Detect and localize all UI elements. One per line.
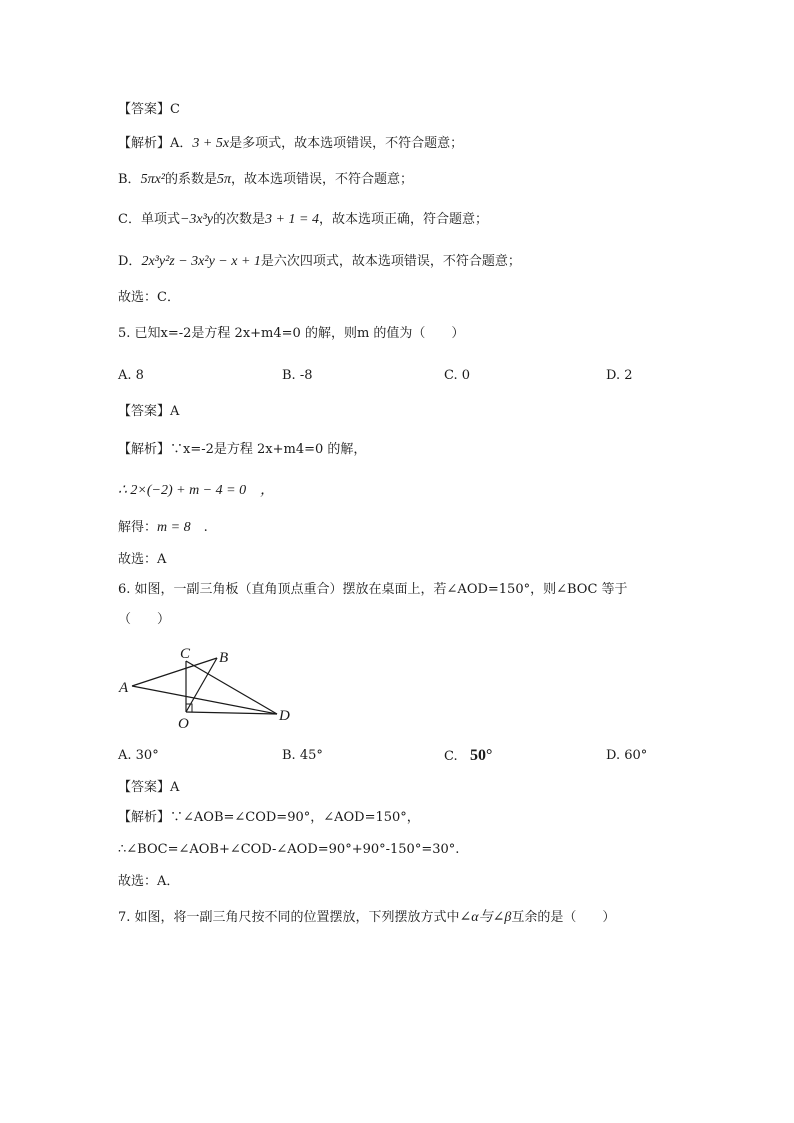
label-a: A bbox=[119, 680, 129, 696]
q6-question-line2: （ ） bbox=[118, 612, 171, 627]
q4-answer: 【答案】C bbox=[118, 102, 180, 117]
label-b: B bbox=[219, 650, 229, 666]
q7-question: 7. 如图，将一副三角尺按不同的位置摆放，下列摆放方式中∠α与∠β互余的是（ ） bbox=[118, 910, 616, 925]
segment-od bbox=[186, 712, 277, 714]
q5-explanation-1: 【解析】∵x=-2是方程 2x+m4=0 的解， bbox=[118, 442, 367, 457]
q5-option-c: C. 0 bbox=[444, 368, 471, 383]
q5-option-d: D. 2 bbox=[606, 368, 633, 383]
q4-explanation-c: C．单项式−3x³y的次数是3 + 1 = 4，故本选项正确，符合题意； bbox=[118, 212, 488, 227]
label-o: O bbox=[178, 716, 189, 732]
segment-ad bbox=[132, 686, 277, 714]
q6-triangle-figure bbox=[110, 640, 310, 735]
q5-question: 5. 已知x=-2是方程 2x+m4=0 的解，则m 的值为（ ） bbox=[118, 326, 465, 341]
q4-explanation-d: D．2x³y²z − 3x²y − x + 1是六次四项式，故本选项错误，不符合题意； bbox=[118, 254, 521, 269]
q6-option-d: D. 60° bbox=[606, 748, 648, 763]
q4-conclusion: 故选：C． bbox=[118, 290, 180, 305]
q5-conclusion: 故选：A bbox=[118, 552, 167, 567]
q6-answer: 【答案】A bbox=[118, 780, 180, 795]
q6-conclusion: 故选：A． bbox=[118, 874, 180, 889]
q5-explanation-2: ∴ 2×(−2) + m − 4 = 0 ， bbox=[118, 483, 275, 498]
q6-question-line1: 6. 如图，一副三角板（直角顶点重合）摆放在桌面上，若∠AOD=150°，则∠BOC 等于 bbox=[118, 582, 628, 597]
q6-option-c-value: 50° bbox=[470, 747, 493, 764]
q6-explanation-2: ∴∠BOC=∠AOB+∠COD-∠AOD=90°+90°-150°=30°. bbox=[118, 842, 460, 857]
q4-explanation-b: B．5πx²的系数是5π，故本选项错误，不符合题意； bbox=[118, 172, 414, 187]
q5-option-b: B. -8 bbox=[282, 368, 313, 383]
q6-option-a: A. 30° bbox=[118, 748, 159, 763]
q6-explanation-1: 【解析】∵∠AOB=∠COD=90°，∠AOD=150°， bbox=[118, 810, 420, 825]
label-d: D bbox=[279, 708, 290, 724]
q6-option-b: B. 45° bbox=[282, 748, 323, 763]
q5-option-a: A. 8 bbox=[118, 368, 144, 383]
q5-explanation-3: 解得：m = 8 . bbox=[118, 520, 208, 535]
q6-option-c: C. 50° bbox=[444, 747, 493, 764]
label-c: C bbox=[180, 646, 191, 662]
q4-explanation-a: 【解析】A．3 + 5x是多项式，故本选项错误，不符合题意； bbox=[118, 136, 464, 151]
q5-answer: 【答案】A bbox=[118, 404, 180, 419]
